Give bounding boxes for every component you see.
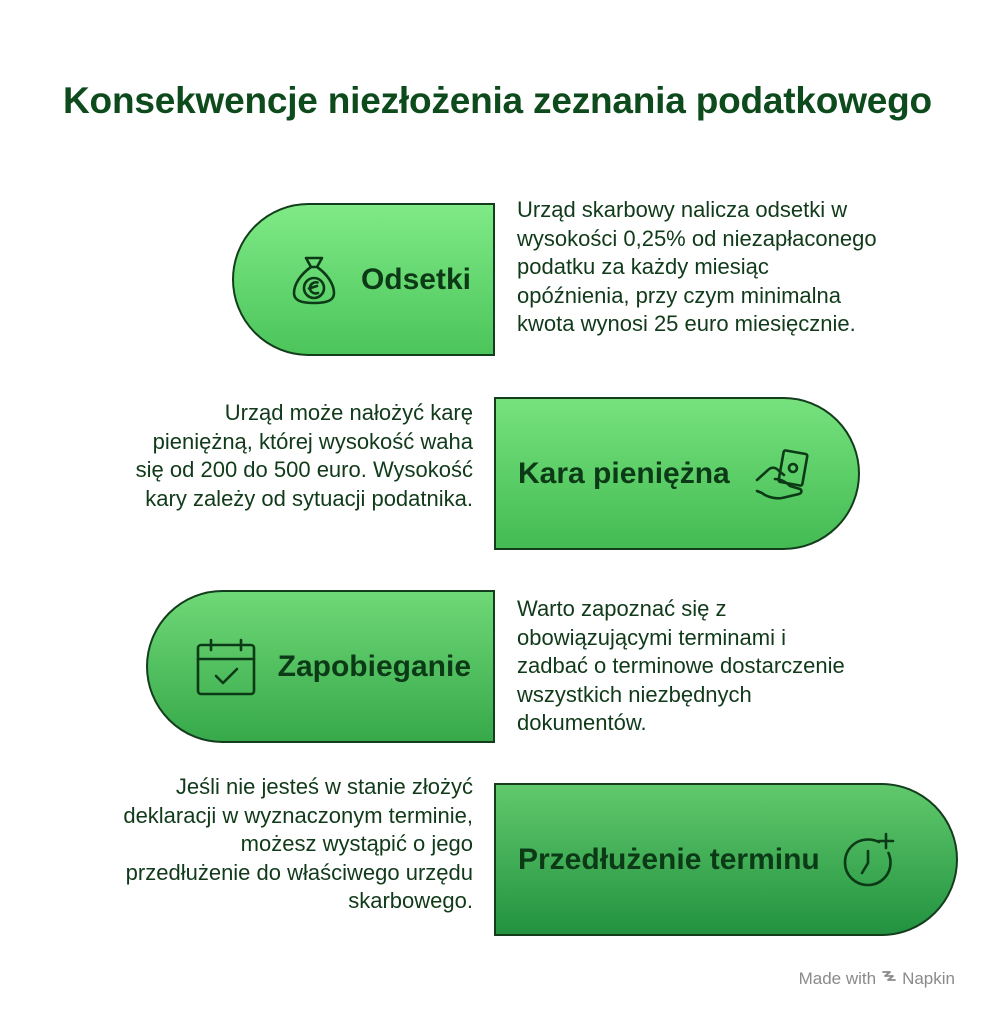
money-bag-icon bbox=[291, 254, 337, 306]
odsetki-pill bbox=[232, 203, 495, 356]
napkin-logo-icon bbox=[881, 968, 897, 989]
hand-money-icon bbox=[754, 446, 810, 502]
clock-plus-icon bbox=[842, 831, 900, 889]
odsetki-label: Odsetki bbox=[360, 262, 471, 296]
zapobieganie-pill bbox=[146, 590, 495, 743]
kara-pieniezna-pill bbox=[494, 397, 860, 550]
calendar-check-icon bbox=[196, 638, 256, 696]
made-with-napkin-footer[interactable] bbox=[799, 968, 955, 989]
przedluzenie-terminu-pill bbox=[494, 783, 958, 936]
odsetki-description: Urząd skarbowy nalicza odsetki w wysokości 0,25% od niezapłaconego podatku za każdy miesiąc opóźnienia, przy czym minimalna kwota wynosi 25 euro miesięcznie. bbox=[517, 197, 877, 336]
page-title: Konsekwencje niezłożenia zeznania podatkowego bbox=[63, 80, 932, 121]
przedluzenie-terminu-label: Przedłużenie terminu bbox=[518, 842, 820, 876]
kara-pieniezna-label: Kara pieniężna bbox=[518, 456, 730, 490]
kara-pieniezna-description: Urząd może nałożyć karę pieniężną, której wysokość waha się od 200 do 500 euro. Wysokość kary zależy od sytuacji podatnika. bbox=[135, 400, 473, 511]
zapobieganie-label: Zapobieganie bbox=[277, 649, 471, 683]
zapobieganie-description: Warto zapoznać się z obowiązującymi terminami i zadbać o terminowe dostarczenie wszystkich niezbędnych dokumentów. bbox=[517, 596, 845, 735]
przedluzenie-terminu-description: Jeśli nie jesteś w stanie złożyć deklaracji w wyznaczonym terminie, możesz wystąpić o jego przedłużenie do właściwego urzędu skarbowego. bbox=[123, 774, 473, 913]
napkin-brand-label: Napkin bbox=[902, 968, 955, 988]
made-with-label: Made with bbox=[798, 968, 877, 988]
